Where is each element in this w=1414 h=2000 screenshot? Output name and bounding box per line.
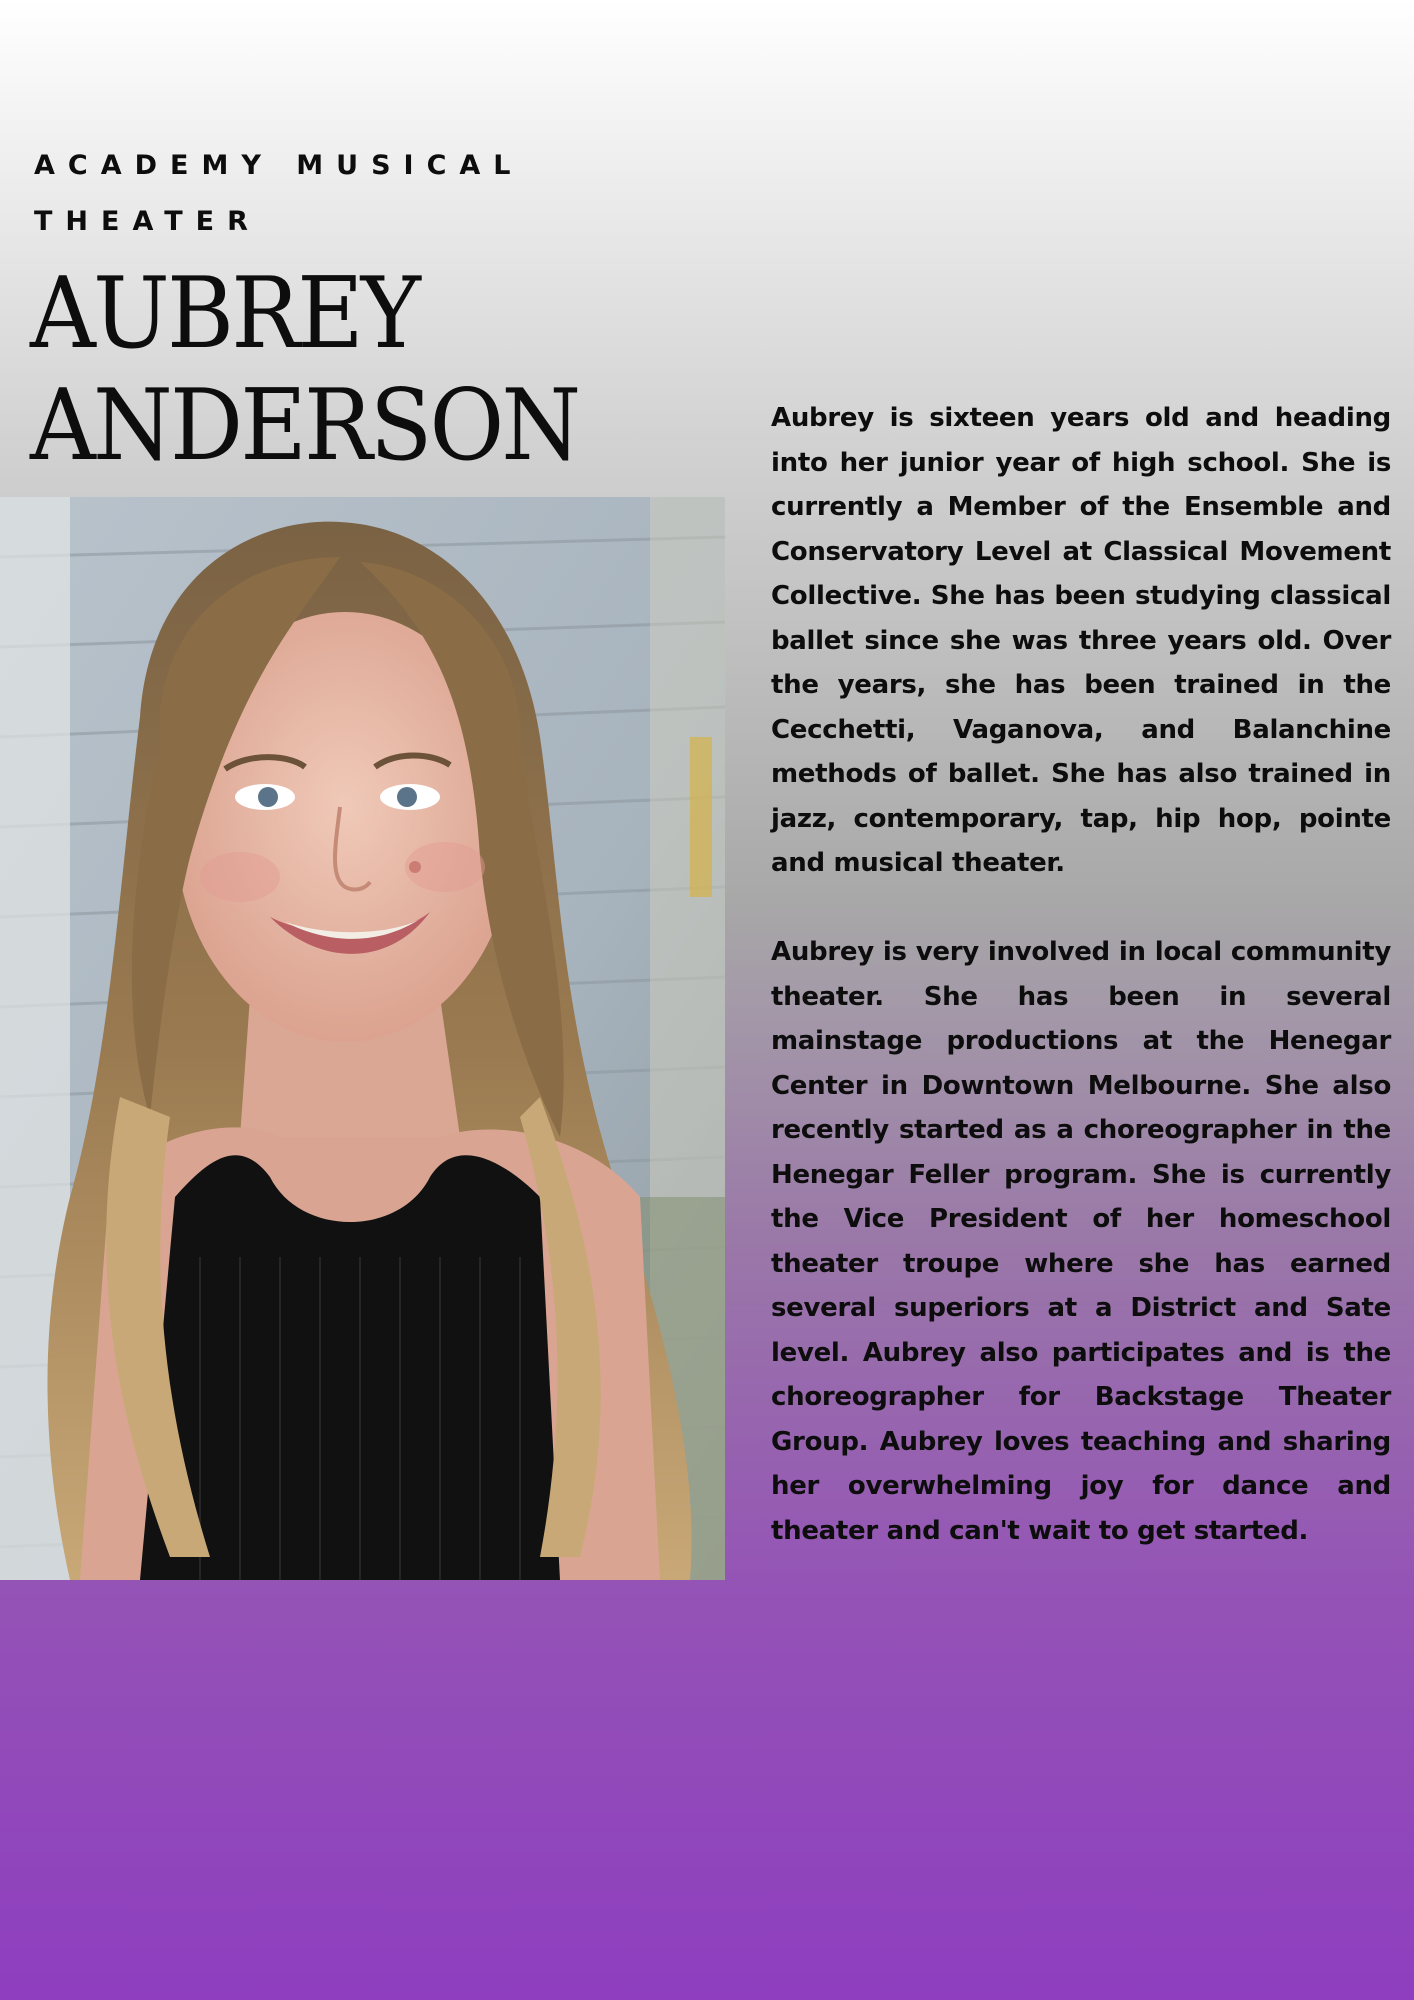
performer-last-name: ANDERSON [30, 369, 579, 483]
biography [771, 396, 1391, 1598]
bio-paragraph-2: Aubrey is very involved in local community theater. She has been in several mainstage productions at the Henegar Center in Downtown Melbourne. She also recently started as a choreographer in the Henegar Feller program. She is currently the Vice President of her homeschool theater troupe where she has earned several superiors at a District and Sate level. Aubrey also participates and is the choreographer for Backstage Theater Group. Aubrey loves teaching and sharing her overwhelming joy for dance and theater and can't wait to get started. [771, 937, 1391, 1546]
program-title: ACADEMY MUSICAL THEATER [34, 150, 524, 237]
performer-name [30, 258, 578, 482]
performer-first-name: AUBREY [30, 257, 419, 371]
portrait-photo [0, 497, 725, 1580]
bio-paragraph-1: Aubrey is sixteen years old and heading into her junior year of high school. She is currently a Member of the Ensemble and Conservatory Level at Classical Movement Collective. She has been studying classical ballet since she was three years old. Over the years, she has been trained in the Cecchetti, Vaganova, and Balanchine methods of ballet. She has also trained in jazz, contemporary, tap, hip hop, pointe and musical theater. [771, 403, 1391, 878]
